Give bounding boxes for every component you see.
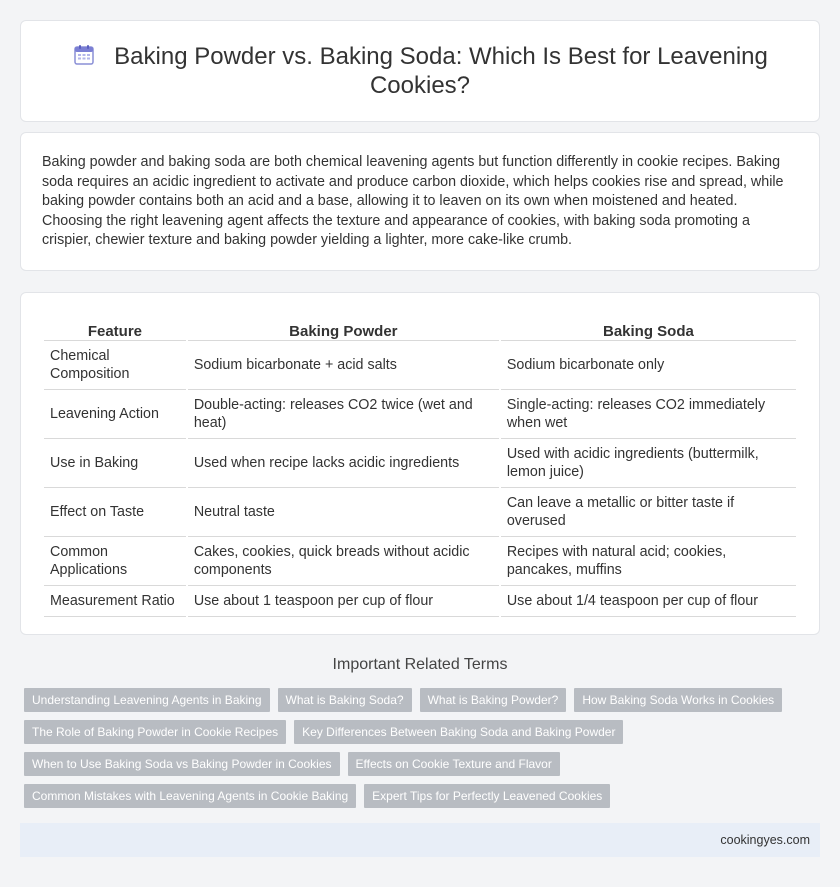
title-card bbox=[20, 20, 820, 122]
calendar-icon bbox=[72, 43, 96, 67]
related-term-tag[interactable]: What is Baking Soda? bbox=[278, 688, 412, 712]
table-row bbox=[44, 586, 796, 617]
related-terms-heading: Important Related Terms bbox=[332, 656, 508, 673]
table-row bbox=[44, 439, 796, 488]
baking-soda-cell: Sodium bicarbonate only bbox=[501, 341, 796, 390]
baking-soda-cell: Recipes with natural acid; cookies, pancakes, muffins bbox=[501, 537, 796, 586]
baking-powder-cell: Sodium bicarbonate + acid salts bbox=[188, 341, 499, 390]
table-row bbox=[44, 390, 796, 439]
baking-powder-cell: Cakes, cookies, quick breads without acidic components bbox=[188, 537, 499, 586]
related-term-tag[interactable]: How Baking Soda Works in Cookies bbox=[574, 688, 782, 712]
footer bbox=[20, 823, 820, 857]
related-term-tag[interactable]: Effects on Cookie Texture and Flavor bbox=[348, 752, 560, 776]
tag-row bbox=[24, 784, 814, 808]
intro-card bbox=[20, 132, 820, 271]
table-row bbox=[44, 537, 796, 586]
title-wrap bbox=[70, 42, 770, 100]
related-term-tag[interactable]: Expert Tips for Perfectly Leavened Cookies bbox=[364, 784, 610, 808]
feature-cell: Measurement Ratio bbox=[44, 586, 186, 617]
related-term-tag[interactable]: When to Use Baking Soda vs Baking Powder in Cookies bbox=[24, 752, 340, 776]
page-title bbox=[70, 42, 770, 100]
comparison-table bbox=[42, 311, 798, 617]
baking-powder-cell: Neutral taste bbox=[188, 488, 499, 537]
tag-row bbox=[24, 720, 814, 744]
table-row bbox=[44, 488, 796, 537]
related-term-tag[interactable]: What is Baking Powder? bbox=[420, 688, 567, 712]
baking-powder-cell: Use about 1 teaspoon per cup of flour bbox=[188, 586, 499, 617]
baking-soda-cell: Single-acting: releases CO2 immediately when wet bbox=[501, 390, 796, 439]
related-term-tag[interactable]: The Role of Baking Powder in Cookie Recipes bbox=[24, 720, 286, 744]
baking-soda-cell: Can leave a metallic or bitter taste if overused bbox=[501, 488, 796, 537]
feature-cell: Chemical Composition bbox=[44, 341, 186, 390]
table-header-row bbox=[44, 311, 796, 341]
baking-soda-cell: Use about 1/4 teaspoon per cup of flour bbox=[501, 586, 796, 617]
comparison-card bbox=[20, 292, 820, 635]
related-term-tag[interactable]: Understanding Leavening Agents in Baking bbox=[24, 688, 270, 712]
related-terms-list bbox=[24, 688, 814, 816]
baking-soda-cell: Used with acidic ingredients (buttermilk, lemon juice) bbox=[501, 439, 796, 488]
page-title-text: Baking Powder vs. Baking Soda: Which Is Best for Leavening Cookies? bbox=[114, 43, 768, 99]
feature-cell: Use in Baking bbox=[44, 439, 186, 488]
feature-cell: Effect on Taste bbox=[44, 488, 186, 537]
intro-paragraph: Baking powder and baking soda are both chemical leavening agents but function differently in cookie recipes. Baking soda requires an acidic ingredient to activate and produce carbon dioxide, which helps cookies rise and spread, while baking powder contains both an acid and a base, allowing it to leaven on its own when moistened and heated. Choosing the right leavening agent affects the texture and appearance of cookies, with baking soda promoting a crispier, chewier texture and baking powder yielding a lighter, more cake-like crumb. bbox=[42, 154, 784, 248]
baking-powder-cell: Double-acting: releases CO2 twice (wet and heat) bbox=[188, 390, 499, 439]
feature-cell: Leavening Action bbox=[44, 390, 186, 439]
header-baking-soda: Baking Soda bbox=[501, 311, 796, 341]
feature-cell: Common Applications bbox=[44, 537, 186, 586]
header-baking-powder: Baking Powder bbox=[188, 311, 499, 341]
tag-row bbox=[24, 688, 814, 712]
related-term-tag[interactable]: Key Differences Between Baking Soda and Baking Powder bbox=[294, 720, 623, 744]
related-term-tag[interactable]: Common Mistakes with Leavening Agents in Cookie Baking bbox=[24, 784, 356, 808]
tag-row bbox=[24, 752, 814, 776]
site-name[interactable]: cookingyes.com bbox=[720, 833, 810, 847]
table-row bbox=[44, 341, 796, 390]
baking-powder-cell: Used when recipe lacks acidic ingredients bbox=[188, 439, 499, 488]
header-feature: Feature bbox=[44, 311, 186, 341]
